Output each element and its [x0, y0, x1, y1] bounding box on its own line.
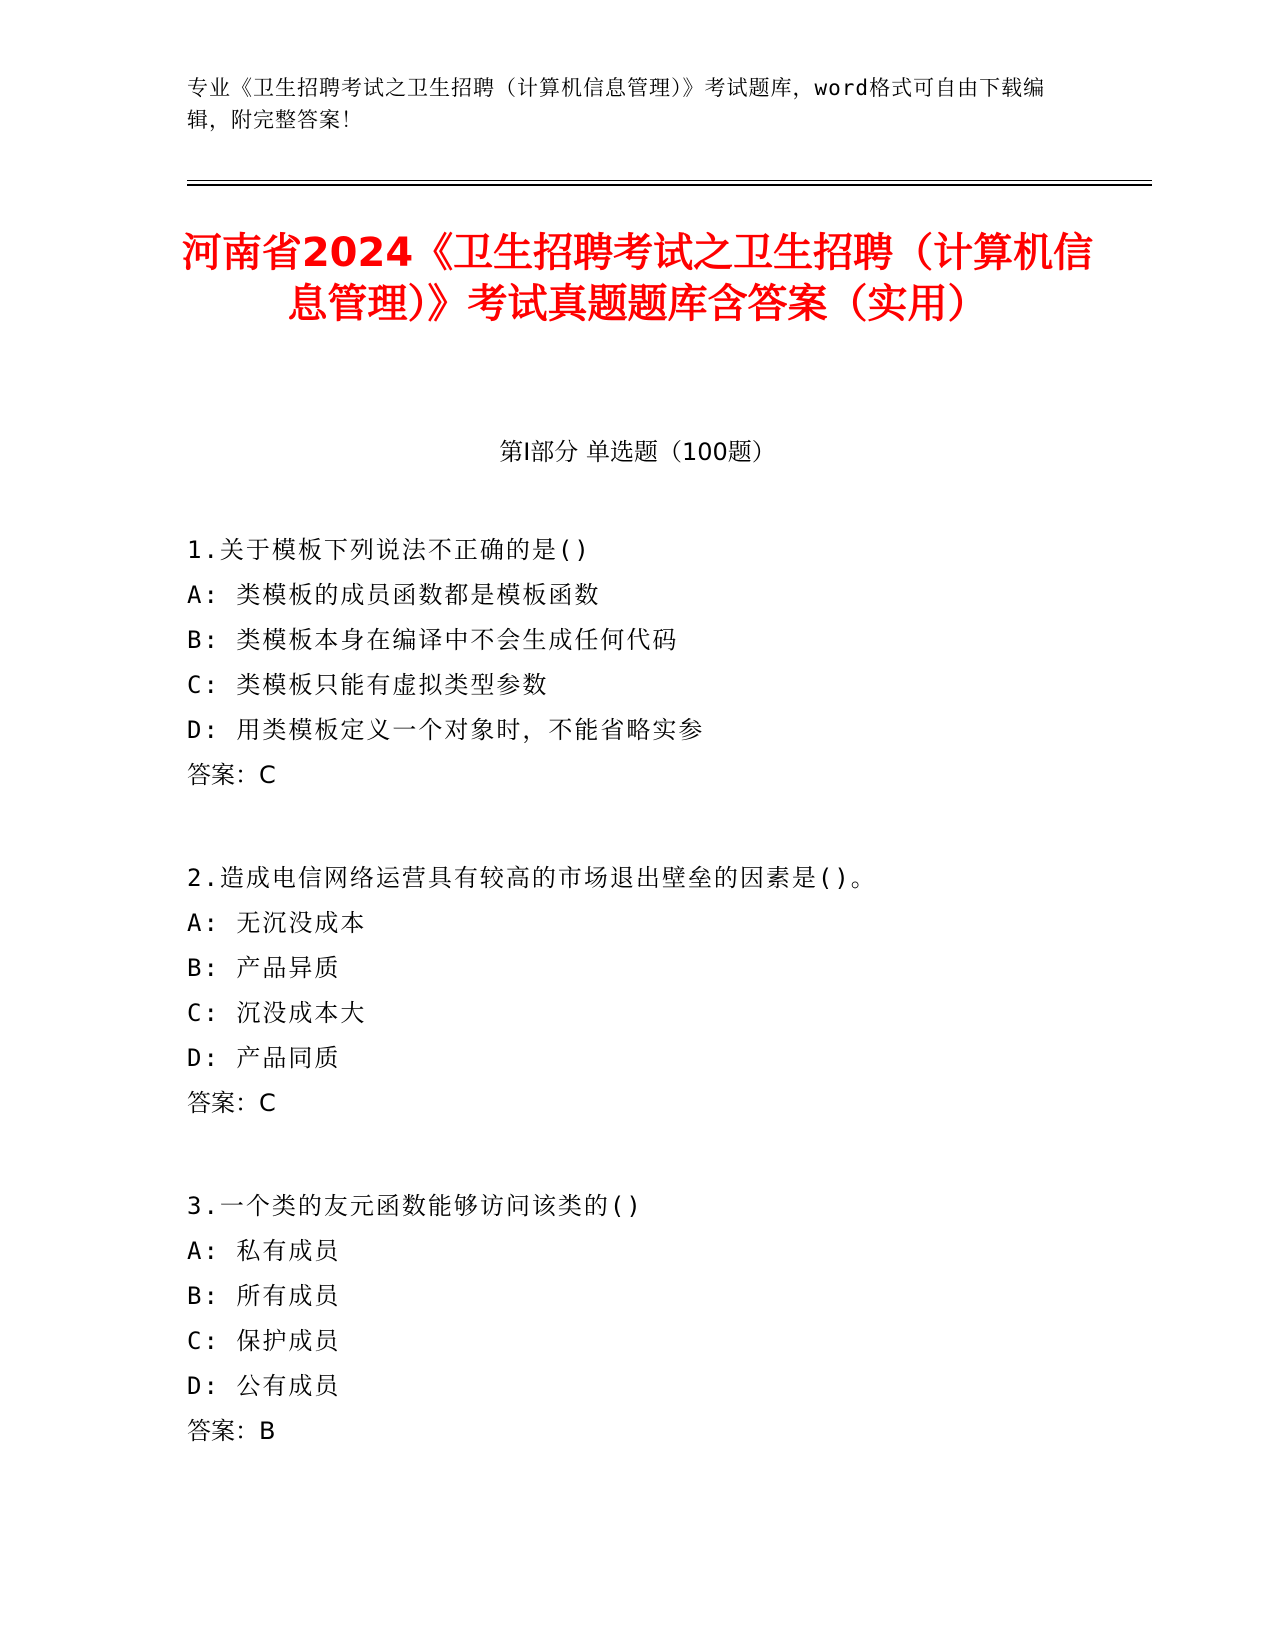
option-c: C: 沉没成本大	[187, 999, 367, 1027]
question-stem: 2.造成电信网络运营具有较高的市场退出壁垒的因素是()。	[187, 864, 877, 892]
answer-line: 答案：C	[187, 761, 276, 789]
header-rule-thin	[187, 180, 1152, 181]
answer-line: 答案：C	[187, 1089, 276, 1117]
option-d: D: 用类模板定义一个对象时，不能省略实参	[187, 716, 705, 744]
document-title: 河南省2024《卫生招聘考试之卫生招聘（计算机信息管理）》考试真题题库含答案（实用）	[181, 230, 1094, 327]
header-note: 专业《卫生招聘考试之卫生招聘（计算机信息管理）》考试题库，word格式可自由下载编辑，附完整答案！	[187, 76, 1046, 132]
question-list	[187, 528, 1147, 1454]
question-2	[187, 856, 1147, 1126]
option-d: D: 公有成员	[187, 1372, 341, 1400]
question-1	[187, 528, 1147, 798]
question-stem: 1.关于模板下列说法不正确的是()	[187, 536, 591, 564]
question-stem: 3.一个类的友元函数能够访问该类的()	[187, 1192, 643, 1220]
option-c: C: 保护成员	[187, 1327, 341, 1355]
question-3	[187, 1184, 1147, 1454]
option-a: A: 私有成员	[187, 1237, 341, 1265]
section-heading: 第I部分 单选题（100题）	[499, 438, 776, 466]
option-d: D: 产品同质	[187, 1044, 341, 1072]
option-b: B: 类模板本身在编译中不会生成任何代码	[187, 626, 679, 654]
option-a: A: 类模板的成员函数都是模板函数	[187, 581, 601, 609]
answer-line: 答案：B	[187, 1417, 276, 1445]
option-b: B: 所有成员	[187, 1282, 341, 1310]
option-b: B: 产品异质	[187, 954, 341, 982]
header-rule-thick	[187, 184, 1152, 186]
option-c: C: 类模板只能有虚拟类型参数	[187, 671, 549, 699]
option-a: A: 无沉没成本	[187, 909, 367, 937]
